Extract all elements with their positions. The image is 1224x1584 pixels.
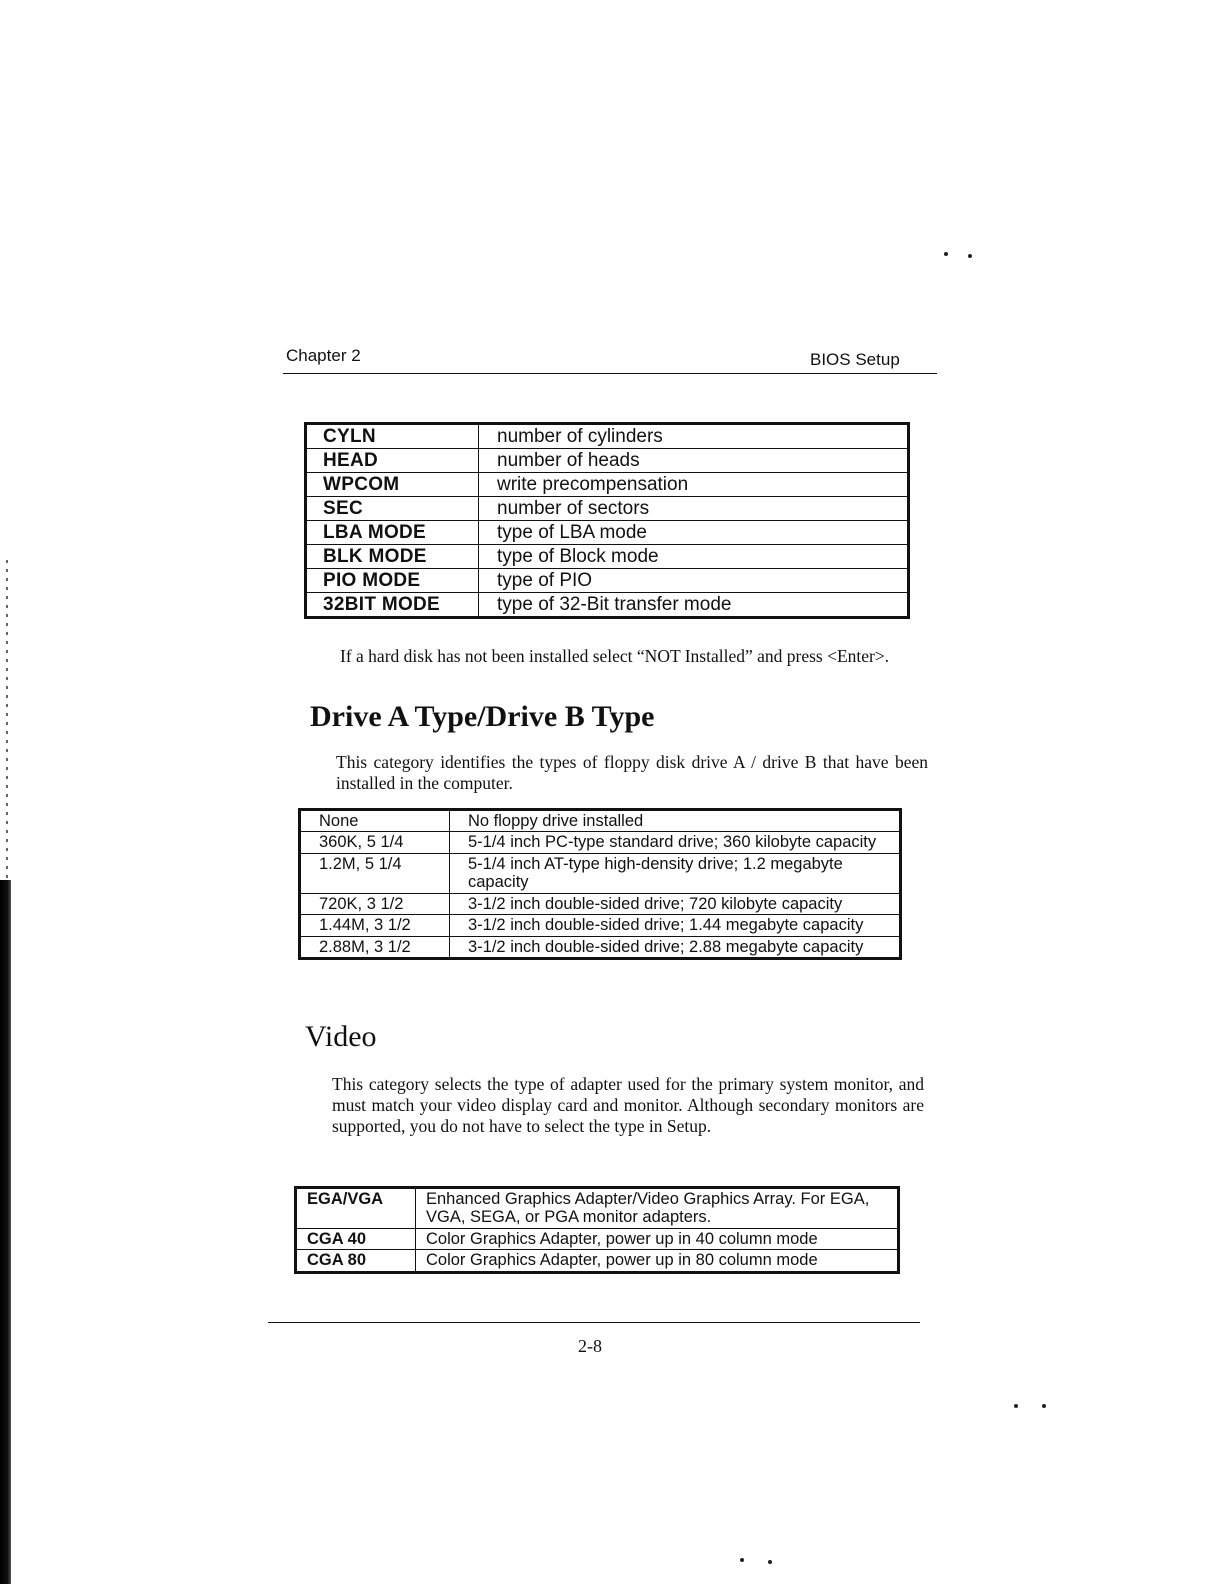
drive-key: None bbox=[300, 810, 450, 832]
param-key: PIO MODE bbox=[306, 569, 479, 593]
param-key: 32BIT MODE bbox=[306, 593, 479, 618]
table-row bbox=[306, 545, 909, 569]
section-label: BIOS Setup bbox=[810, 350, 900, 369]
param-desc: write precompensation bbox=[479, 473, 909, 497]
table-row bbox=[300, 893, 901, 914]
param-desc: type of PIO bbox=[479, 569, 909, 593]
drive-type-intro: This category identifies the types of floppy disk drive A / drive B that have been installed in the computer. bbox=[336, 752, 928, 793]
video-intro: This category selects the type of adapter used for the primary system monitor, and must match your video display card and monitor. Although secondary monitors are supported, you do not have to select the type in Setup. bbox=[332, 1074, 924, 1136]
param-desc: type of LBA mode bbox=[479, 521, 909, 545]
hard-disk-parameter-table bbox=[304, 422, 910, 619]
scan-edge-dots bbox=[6, 560, 8, 880]
param-desc: type of 32-Bit transfer mode bbox=[479, 593, 909, 618]
floppy-drive-table bbox=[298, 808, 902, 960]
table-row bbox=[300, 853, 901, 893]
param-key: LBA MODE bbox=[306, 521, 479, 545]
scan-speck bbox=[1042, 1404, 1046, 1408]
param-desc: number of cylinders bbox=[479, 424, 909, 449]
drive-desc: 3-1/2 inch double-sided drive; 2.88 megabyte capacity bbox=[450, 936, 901, 958]
param-key: BLK MODE bbox=[306, 545, 479, 569]
drive-key: 2.88M, 3 1/2 bbox=[300, 936, 450, 958]
table-row bbox=[306, 497, 909, 521]
table-row bbox=[306, 449, 909, 473]
drive-key: 1.44M, 3 1/2 bbox=[300, 915, 450, 936]
table-row bbox=[300, 810, 901, 832]
footer-rule bbox=[268, 1322, 920, 1323]
scan-edge-shadow bbox=[0, 880, 11, 1584]
page-number: 2-8 bbox=[578, 1336, 602, 1356]
table-row bbox=[300, 936, 901, 958]
table-row bbox=[306, 424, 909, 449]
video-key: CGA 40 bbox=[296, 1228, 416, 1249]
param-desc: type of Block mode bbox=[479, 545, 909, 569]
param-key: HEAD bbox=[306, 449, 479, 473]
header-rule bbox=[283, 373, 937, 374]
video-desc: Color Graphics Adapter, power up in 40 column mode bbox=[416, 1228, 899, 1249]
table-row bbox=[300, 915, 901, 936]
param-desc: number of heads bbox=[479, 449, 909, 473]
drive-desc: 5-1/4 inch PC-type standard drive; 360 kilobyte capacity bbox=[450, 832, 901, 853]
drive-key: 720K, 3 1/2 bbox=[300, 893, 450, 914]
scan-speck bbox=[768, 1560, 772, 1564]
table-row bbox=[300, 832, 901, 853]
table-row bbox=[296, 1250, 899, 1272]
param-desc: number of sectors bbox=[479, 497, 909, 521]
video-adapter-table bbox=[294, 1186, 900, 1274]
table-row bbox=[306, 593, 909, 618]
table-row bbox=[296, 1228, 899, 1249]
table-row bbox=[306, 521, 909, 545]
table-row bbox=[296, 1188, 899, 1229]
drive-desc: No floppy drive installed bbox=[450, 810, 901, 832]
param-key: SEC bbox=[306, 497, 479, 521]
param-key: WPCOM bbox=[306, 473, 479, 497]
drive-type-heading: Drive A Type/Drive B Type bbox=[310, 700, 655, 733]
scan-speck bbox=[968, 254, 972, 258]
scan-speck bbox=[740, 1558, 744, 1562]
drive-desc: 3-1/2 inch double-sided drive; 720 kilobyte capacity bbox=[450, 893, 901, 914]
table-row bbox=[306, 569, 909, 593]
scan-speck bbox=[1014, 1404, 1018, 1408]
drive-key: 360K, 5 1/4 bbox=[300, 832, 450, 853]
video-desc: Enhanced Graphics Adapter/Video Graphics Array. For EGA, VGA, SEGA, or PGA monitor adapters. bbox=[416, 1188, 899, 1229]
chapter-label: Chapter 2 bbox=[286, 346, 361, 365]
table-row bbox=[306, 473, 909, 497]
drive-desc: 3-1/2 inch double-sided drive; 1.44 megabyte capacity bbox=[450, 915, 901, 936]
scan-speck bbox=[944, 252, 948, 256]
video-key: EGA/VGA bbox=[296, 1188, 416, 1229]
not-installed-paragraph: If a hard disk has not been installed select “NOT Installed” and press <Enter>. bbox=[340, 646, 890, 666]
drive-desc: 5-1/4 inch AT-type high-density drive; 1.2 megabyte capacity bbox=[450, 853, 901, 893]
video-desc: Color Graphics Adapter, power up in 80 column mode bbox=[416, 1250, 899, 1272]
video-key: CGA 80 bbox=[296, 1250, 416, 1272]
video-heading: Video bbox=[305, 1020, 377, 1053]
drive-key: 1.2M, 5 1/4 bbox=[300, 853, 450, 893]
param-key: CYLN bbox=[306, 424, 479, 449]
